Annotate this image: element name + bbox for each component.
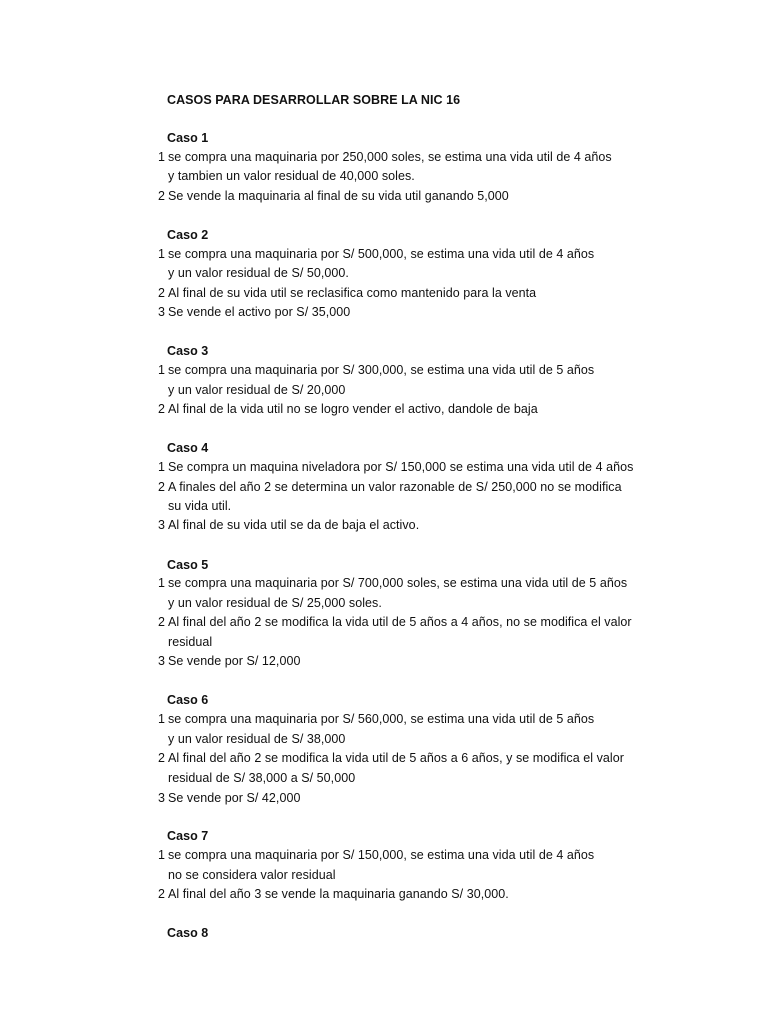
case-2-item-1-number: 1 xyxy=(158,247,166,261)
case-6-item-1-line-2: y un valor residual de S/ 38,000 xyxy=(168,732,346,746)
case-2-item-1-line-1: se compra una maquinaria por S/ 500,000, se estima una vida util de 4 años xyxy=(168,247,595,261)
case-4-item-2-line-2: su vida util. xyxy=(168,499,232,513)
case-1-item-1-number: 1 xyxy=(158,150,166,164)
case-5-item-1-number: 1 xyxy=(158,576,166,590)
case-4-item-3-number: 3 xyxy=(158,518,166,532)
case-3-item-2-line-1: Al final de la vida util no se logro vender el activo, dandole de baja xyxy=(168,402,538,416)
case-7-item-1-number: 1 xyxy=(158,848,166,862)
case-2-item-2-number: 2 xyxy=(158,286,166,300)
case-1-item-2-line-1: Se vende la maquinaria al final de su vida util ganando 5,000 xyxy=(168,189,509,203)
case-2-item-3-line-1: Se vende el activo por S/ 35,000 xyxy=(168,305,351,319)
case-5-item-2-number: 2 xyxy=(158,615,166,629)
case-3-item-2-number: 2 xyxy=(158,402,166,416)
case-1-item-2-number: 2 xyxy=(158,189,166,203)
case-5-item-3-number: 3 xyxy=(158,654,166,668)
case-7-item-2-line-1: Al final del año 3 se vende la maquinaria ganando S/ 30,000. xyxy=(168,887,509,901)
case-5-item-3-line-1: Se vende por S/ 12,000 xyxy=(168,654,301,668)
case-6-item-3-number: 3 xyxy=(158,791,166,805)
case-4-heading: Caso 4 xyxy=(167,441,209,455)
case-5-item-1-line-1: se compra una maquinaria por S/ 700,000 soles, se estima una vida util de 5 años xyxy=(168,576,628,590)
case-1-heading: Caso 1 xyxy=(167,131,209,145)
case-4-item-3-line-1: Al final de su vida util se da de baja el activo. xyxy=(168,518,420,532)
case-6-item-2-number: 2 xyxy=(158,751,166,765)
case-3-item-1-line-2: y un valor residual de S/ 20,000 xyxy=(168,383,346,397)
case-5-item-2-line-1: Al final del año 2 se modifica la vida util de 5 años a 4 años, no se modifica el valor xyxy=(168,615,632,629)
case-6-item-1-number: 1 xyxy=(158,712,166,726)
case-6-item-2-line-1: Al final del año 2 se modifica la vida util de 5 años a 6 años, y se modifica el valor xyxy=(168,751,624,765)
case-4-item-1-number: 1 xyxy=(158,460,166,474)
case-8-heading: Caso 8 xyxy=(167,926,209,940)
case-6-item-1-line-1: se compra una maquinaria por S/ 560,000, se estima una vida util de 5 años xyxy=(168,712,595,726)
document-title: CASOS PARA DESARROLLAR SOBRE LA NIC 16 xyxy=(167,93,461,107)
case-3-heading: Caso 3 xyxy=(167,344,209,358)
case-6-heading: Caso 6 xyxy=(167,693,209,707)
case-2-item-3-number: 3 xyxy=(158,305,166,319)
case-5-item-2-line-2: residual xyxy=(168,635,213,649)
case-4-item-2-line-1: A finales del año 2 se determina un valor razonable de S/ 250,000 no se modifica xyxy=(168,480,622,494)
case-6-item-2-line-2: residual de S/ 38,000 a S/ 50,000 xyxy=(168,771,356,785)
case-7-item-2-number: 2 xyxy=(158,887,166,901)
case-7-item-1-line-2: no se considera valor residual xyxy=(168,868,336,882)
case-3-item-1-number: 1 xyxy=(158,363,166,377)
case-7-item-1-line-1: se compra una maquinaria por S/ 150,000, se estima una vida util de 4 años xyxy=(168,848,595,862)
case-2-item-1-line-2: y un valor residual de S/ 50,000. xyxy=(168,266,349,280)
case-6-item-3-line-1: Se vende por S/ 42,000 xyxy=(168,791,301,805)
case-3-item-1-line-1: se compra una maquinaria por S/ 300,000, se estima una vida util de 5 años xyxy=(168,363,595,377)
case-4-item-1-line-1: Se compra un maquina niveladora por S/ 150,000 se estima una vida util de 4 años xyxy=(168,460,634,474)
case-5-heading: Caso 5 xyxy=(167,558,209,572)
case-2-item-2-line-1: Al final de su vida util se reclasifica como mantenido para la venta xyxy=(168,286,537,300)
case-2-heading: Caso 2 xyxy=(167,228,209,242)
case-1-item-1-line-2: y tambien un valor residual de 40,000 soles. xyxy=(168,169,415,183)
case-7-heading: Caso 7 xyxy=(167,829,209,843)
case-1-item-1-line-1: se compra una maquinaria por 250,000 soles, se estima una vida util de 4 años xyxy=(168,150,612,164)
case-5-item-1-line-2: y un valor residual de S/ 25,000 soles. xyxy=(168,596,382,610)
case-4-item-2-number: 2 xyxy=(158,480,166,494)
